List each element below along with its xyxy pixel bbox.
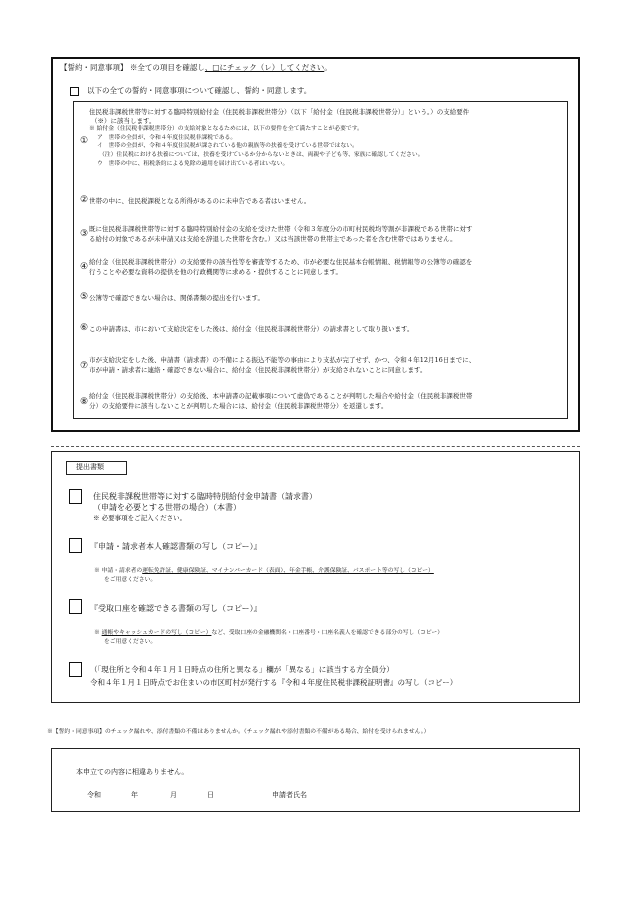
pledge-item-7: 市が支給決定をした後、申請書（請求書）の不備による振込不能等の事由により支払が完了せず、かつ、令和４年12月16日までに、 市が申請・請求者に連絡・確認できない場合に、給付金（住民税非課税世帯分）が支給されないことに同意します。 [89,356,476,374]
doc-1: 住民税非課税世帯等に対する臨時特別給付金申請書（請求書） （申請を必要とする世帯の場合）（本書） ※ 必要事項をご記入ください。 [93,492,317,522]
item-number: ② [79,195,89,205]
pledge-item-4: 給付金（住民税非課税世帯分）の支給要件の該当性等を審査等するため、市が必要な住民基本台帳情報、税情報等の公簿等の確認を 行うことや必要な資料の提供を他の行政機関等に求める・提供することに同意します。 [89,258,473,276]
doc-3-title: 『受取口座を確認できる書類の写し（コピー）』 [90,604,262,613]
doc-2-title: 『申請・請求者本人確認書類の写し（コピー）』 [90,542,262,551]
applicant-name-label: 申請者氏名 [272,791,307,799]
item-number: ⑦ [79,361,89,371]
pledge-item-3: 既に住民税非課税世帯等に対する臨時特別給付金の支給を受けた世帯（令和３年度分の市町村民税均等割が非課税である世帯に対す る給付の対象であるが未申請又は支給を辞退した世帯を含む。）又は当該世帯の世帯主であった者を含む世帯ではありません。 [89,225,473,243]
pledge-item-6: この申請書は、市において支給決定をした後は、給付金（住民税非課税世帯分）の請求書として取り扱います。 [89,325,414,333]
pledge-header: 【誓約・同意事項】 ※全ての項目を確認し、□にチェック（レ）してください。 [60,63,332,72]
doc-4: （「現住所と令和４年１月１日時点の住所と異なる」欄が「異なる」に該当する方全員分） 令和４年１月１日時点でお住まいの市区町村が発行する『令和４年度住民税非課税証明書』の写し（コピー） [90,665,458,687]
doc-4-checkbox[interactable] [69,662,82,677]
pledge-item-8: 給付金（住民税非課税世帯分）の支給後、本申請書の記載事項について虚偽であることが判明した場合や給付金（住民税非課税世帯 分）の支給要件に該当しないことが判明した場合には、給付金（住民税非課税世帯分）を返還します。 [89,392,473,410]
agree-all-label: 以下の全ての誓約・同意事項について確認し、誓約・同意します。 [87,86,312,95]
sign-year: 年 [131,791,138,799]
sign-statement: 本申立ての内容に相違ありません。 [76,768,189,776]
agree-all-checkbox[interactable] [70,87,79,96]
sign-day: 日 [207,791,214,799]
item-number: ⑥ [79,323,89,333]
item-number: ⑤ [79,292,89,302]
sign-month: 月 [170,791,177,799]
doc-2-checkbox[interactable] [69,538,82,553]
sign-section [51,748,580,812]
doc-2-note: ※ 申請・請求者の運転免許証、健康保険証、マイナンバーカード（表面）、年金手帳、介護保険証、パスポート等の写し（コピー） をご用意ください。 [94,568,434,583]
documents-title: 提出書類 [76,463,104,471]
pledge-item-1: 住民税非課税世帯等に対する臨時特別給付金（住民税非課税世帯分）（以下「給付金（住民税非課税世帯分）」という。）の支給要件 （※）に該当します。 ※ 給付金（住民税非課税世帯分）の支給対象となるためには、以下の要件を全て満たすことが必要です。 ア 世帯の全員が、令和４年度住民税非課税である。 イ 世帯の全員が、令和４年度住民税が課されている他の親族等の扶養を受けている世帯ではない。 （注）住民税における扶養については、扶養を受けているか分からないときは、両親や子ども等、家族に確認してください。 ウ 世帯の中に、租税条約による免除の適用を届け出ている者はいない。 [89,108,470,167]
pledge-item-5: 公簿等で確認できない場合は、関係書類の提出を行います。 [89,294,264,302]
item-number: ① [79,136,89,146]
item-number: ④ [79,262,89,272]
item-number: ③ [79,229,89,239]
footer-note: ※【誓約・同意事項】のチェック漏れや、添付書類の不備はありませんか。（チェック漏れや添付書類の不備がある場合、給付を受けられません。） [47,729,430,735]
doc-3-note: ※ 通帳やキャッシュカードの写し（コピー）など、受取口座の金融機関名・口座番号・口座名義人を確認できる部分の写し（コピー） をご用意ください。 [94,630,444,645]
pledge-item-2: 世帯の中に、住民税課税となる所得があるのに未申告である者はいません。 [89,197,311,205]
doc-3-checkbox[interactable] [69,599,82,614]
section-divider [51,446,580,447]
item-number: ⑧ [79,397,89,407]
doc-1-checkbox[interactable] [69,489,82,504]
sign-era: 令和 [87,791,101,799]
